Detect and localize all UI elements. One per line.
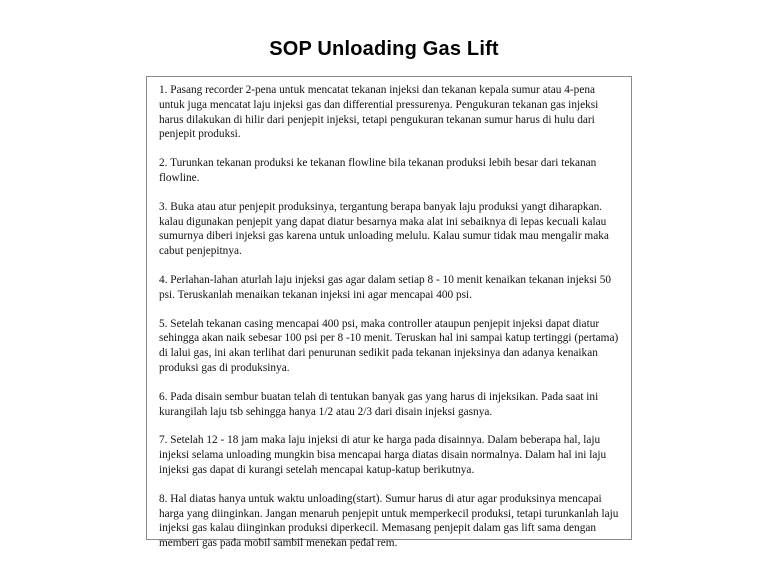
step-1: 1. Pasang recorder 2-pena untuk mencatat tekanan injeksi dan tekanan kepala sumur atau 4-pena untuk juga mencatat laju injeksi gas dan differential pressurenya. Pengukuran tekanan gas injeksi harus dilakukan di hilir dari penjepit injeksi, tetapi pengukuran tekanan sumur harus di hulu dari penjepit produksi.: [159, 84, 599, 141]
step-5: 5. Setelah tekanan casing mencapai 400 psi, maka controller ataupun penjepit injeksi dapat diatur sehingga akan naik sebesar 100 psi per 8 -10 menit. Teruskan hal ini sampai katup tertinggi (pertama) di lalui gas, ini akan terlihat dari penurunan sedikit pada tekanan injeksinya dan adanya kenaikan produksi gas di produksinya.: [159, 317, 619, 374]
step-6: 6. Pada disain sembur buatan telah di tentukan banyak gas yang harus di injeksikan. Pada saat ini kurangilah laju tsb sehingga hanya 1/2 atau 2/3 dari disain injeksi gasnya.: [159, 390, 599, 418]
slide-title: SOP Unloading Gas Lift: [269, 38, 499, 60]
step-2: 2. Turunkan tekanan produksi ke tekanan flowline bila tekanan produksi lebih besar dari tekanan flowline.: [159, 157, 597, 184]
step-7: 7. Setelah 12 - 18 jam maka laju injeksi di atur ke harga pada disainnya. Dalam beberapa hal, laju injeksi selama unloading mungkin bisa mencapai harga diatas disain normalnya. Dalam hal ini laju injeksi gas dapat di kurangi setelah mencapai katup-katup berikutnya.: [159, 434, 607, 476]
step-4: 4. Perlahan-lahan aturlah laju injeksi gas agar dalam setiap 8 - 10 menit kenaikan tekanan injeksi 50 psi. Teruskanlah menaikan tekanan injeksi ini agar mencapai 400 psi.: [159, 273, 612, 301]
step-3: 3. Buka atau atur penjepit produksinya, tergantung berapa banyak laju produksi yangt diharapkan. kalau digunakan penjepit yang dapat diatur besarnya maka alat ini sebaiknya di lepas kecuali kalau sumurnya diberi injeksi gas karena untuk unloading melulu. Kalau sumur tidak mau mengalir maka cabut penjepitnya.: [159, 200, 609, 258]
step-8: 8. Hal diatas hanya untuk waktu unloading(start). Sumur harus di atur agar produksinya mencapai harga yang diinginkan. Jangan menaruh penjepit untuk memperkecil produksi, tetapi turunkanlah laju injeksi gas kalau diinginkan produksi diperkecil. Memasang penjepit dalam gas lift sama dengan memberi gas pada mobil sambil menekan pedal rem.: [159, 492, 619, 550]
scanned-document: [146, 76, 632, 550]
